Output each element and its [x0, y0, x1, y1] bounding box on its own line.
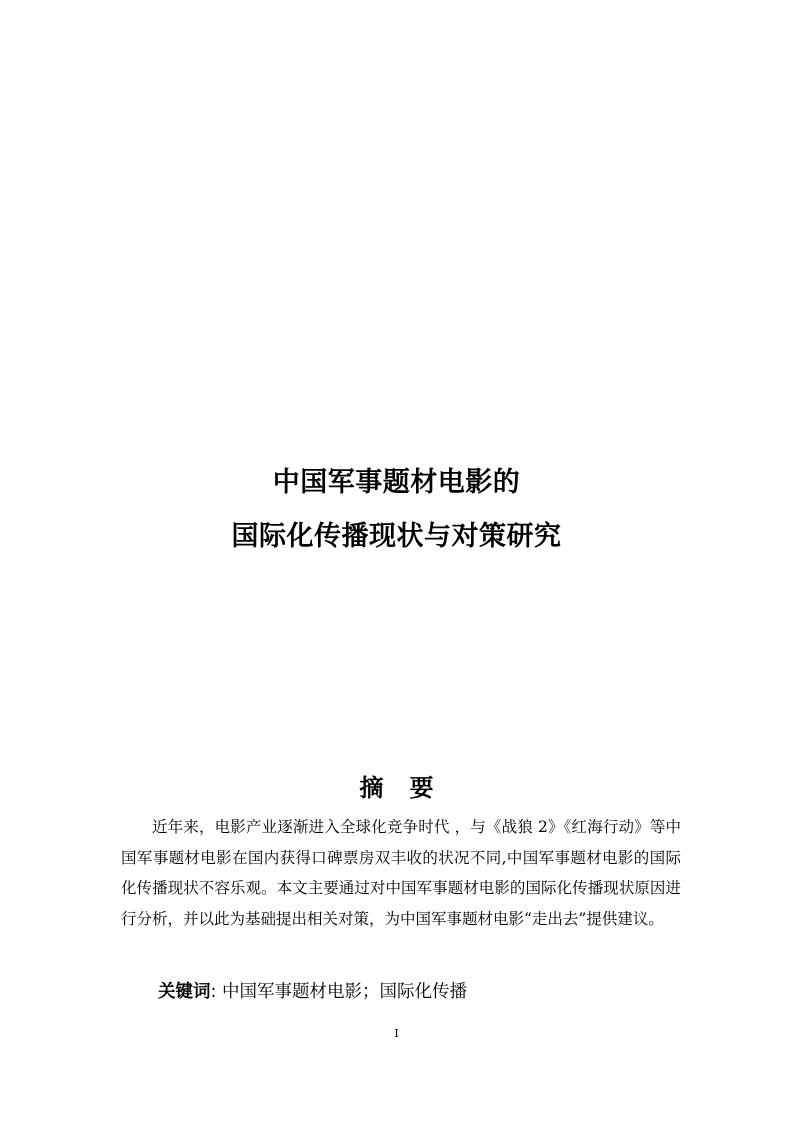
document-title-line-2: 国际化传播现状与对策研究: [231, 521, 562, 552]
keywords-label: 关键词: [158, 982, 211, 1002]
page-number: I: [394, 1027, 399, 1040]
abstract-heading: 摘要: [359, 774, 460, 802]
keywords-value: 中国军事题材电影；国际化传播: [221, 982, 467, 1002]
abstract-body: 近年来，电影产业逐渐进入全球化竞争时代 ，与《战狼 2》《红海行动》等中国军事题材电影在国内获得口碑票房双丰收的状况不同,中国军事题材电影的国际化传播现状不容乐观。本文主要通过对中国军事题材电影的国际化传播现状原因进行分析，并以此为基础提出相关对策，为中国军事题材电影“走出去”提供建议。: [121, 818, 681, 928]
keywords-separator: :: [210, 982, 217, 1002]
document-title-line-1: 中国军事题材电影的: [272, 467, 521, 498]
keywords-line: [158, 978, 698, 1006]
